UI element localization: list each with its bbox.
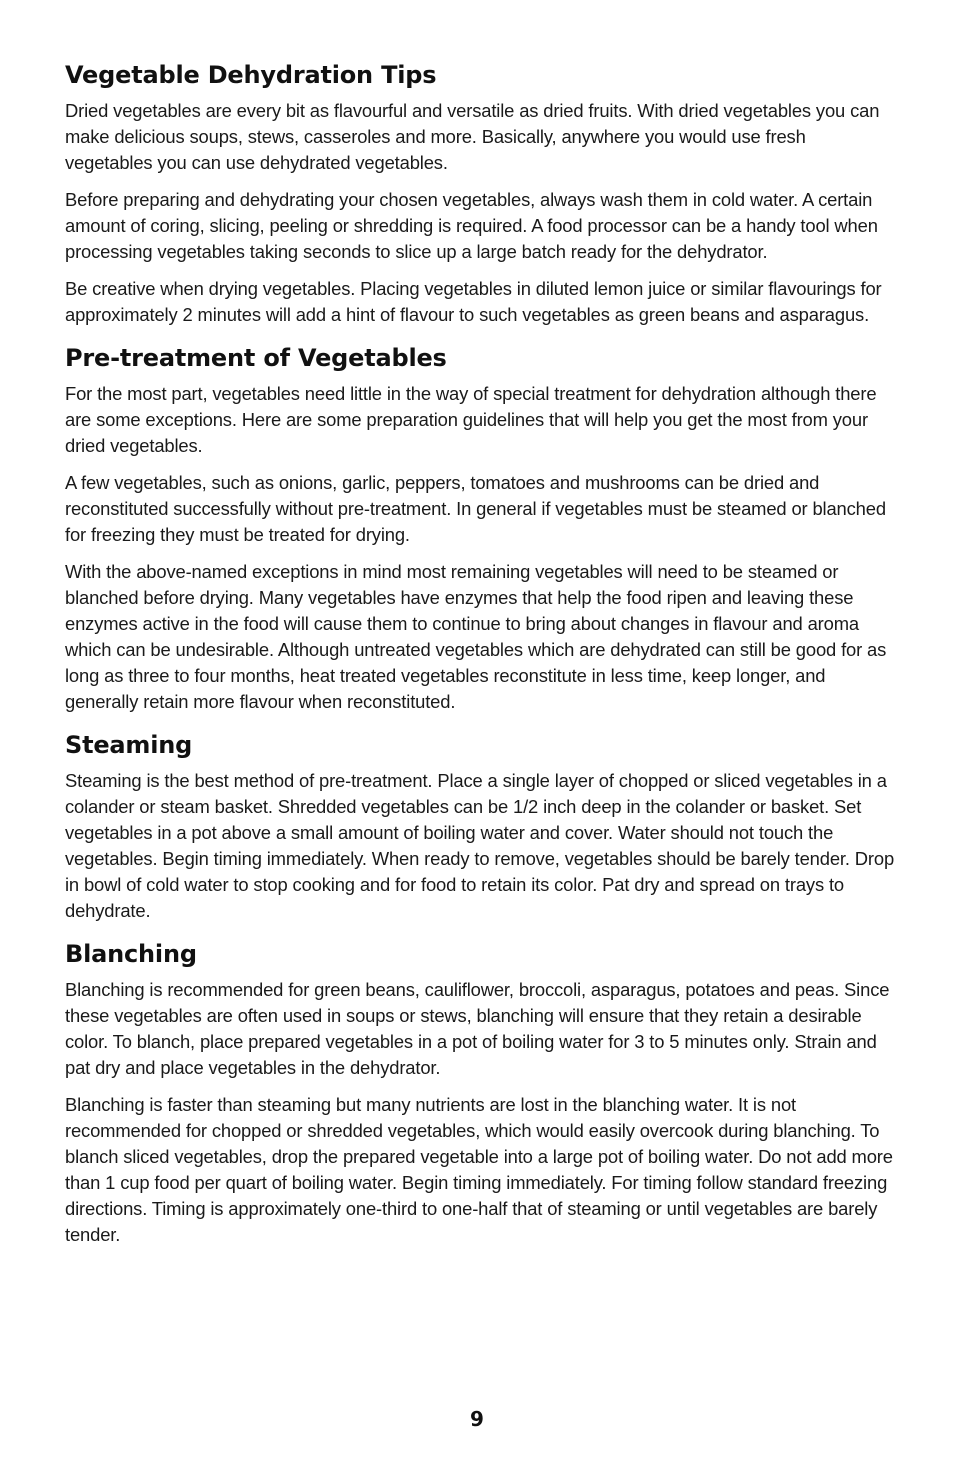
paragraph: A few vegetables, such as onions, garlic, peppers, tomatoes and mushrooms can be dried and reconstituted successfully without pre-treatment. In general if vegetables must be steamed or blanched for freezing they must be treated for drying. <box>65 472 886 545</box>
paragraph: Steaming is the best method of pre-treatment. Place a single layer of chopped or sliced vegetables in a colander or steam basket. Shredded vegetables can be 1/2 inch deep in the colander or basket. Set vegetables in a pot above a small amount of boiling water and cover. Water should not touch the vegetables. Begin timing immediately. When ready to remove, vegetables should be barely tender. Drop in bowl of cold water to stop cooking and for food to retain its color. Pat dry and spread on trays to dehydrate. <box>65 770 895 921</box>
paragraph: Dried vegetables are every bit as flavourful and versatile as dried fruits. With dried vegetables you can make delicious soups, stews, casseroles and more. Basically, anywhere you would use fresh vegetables you can use dehydrated vegetables. <box>65 100 880 173</box>
paragraph: Blanching is recommended for green beans, cauliflower, broccoli, asparagus, potatoes and peas. Since these vegetables are often used in soups or stews, blanching will ensure that they retain a desirable color. To blanch, place prepared vegetables in a pot of boiling water for 3 to 5 minutes only. Strain and pat dry and place vegetables in the dehydrator. <box>65 979 890 1078</box>
paragraph: Blanching is faster than steaming but many nutrients are lost in the blanching water. It is not recommended for chopped or shredded vegetables, which would easily overcook during blanching. To blanch sliced vegetables, drop the prepared vegetable into a large pot of boiling water. Do not add more than 1 cup food per quart of boiling water. Begin timing immediately. For timing follow standard freezing directions. Timing is approximately one-third to one-half that of steaming or until vegetables are barely tender. <box>65 1094 893 1245</box>
paragraph: Before preparing and dehydrating your chosen vegetables, always wash them in cold water. A certain amount of coring, slicing, peeling or shredding is required. A food processor can be a handy tool when processing vegetables taking seconds to slice up a large batch ready for the dehydrator. <box>65 189 878 262</box>
paragraph: With the above-named exceptions in mind most remaining vegetables will need to be steamed or blanched before drying. Many vegetables have enzymes that help the food ripen and leaving these enzymes active in the food will cause them to continue to bring about changes in flavour and aroma which can be undesirable. Although untreated vegetables which are dehydrated can still be good for as long as three to four months, heat treated vegetables reconstitute in less time, keep longer, and generally retain more flavour when reconstituted. <box>65 561 887 712</box>
document-body <box>65 58 895 1259</box>
section-pre-treatment <box>65 341 895 715</box>
section-heading: Vegetable Dehydration Tips <box>65 61 437 89</box>
section-heading: Steaming <box>65 731 193 759</box>
section-heading: Blanching <box>65 940 197 968</box>
page-number: 9 <box>470 1407 484 1431</box>
paragraph: Be creative when drying vegetables. Placing vegetables in diluted lemon juice or similar flavourings for approximately 2 minutes will add a hint of flavour to such vegetables as green beans and asparagus. <box>65 278 882 325</box>
section-steaming <box>65 728 895 924</box>
section-vegetable-dehydration-tips <box>65 58 895 328</box>
section-heading: Pre-treatment of Vegetables <box>65 344 447 372</box>
paragraph: For the most part, vegetables need little in the way of special treatment for dehydration although there are some exceptions. Here are some preparation guidelines that will help you get the most from your dried vegetables. <box>65 383 877 456</box>
section-blanching <box>65 937 895 1248</box>
